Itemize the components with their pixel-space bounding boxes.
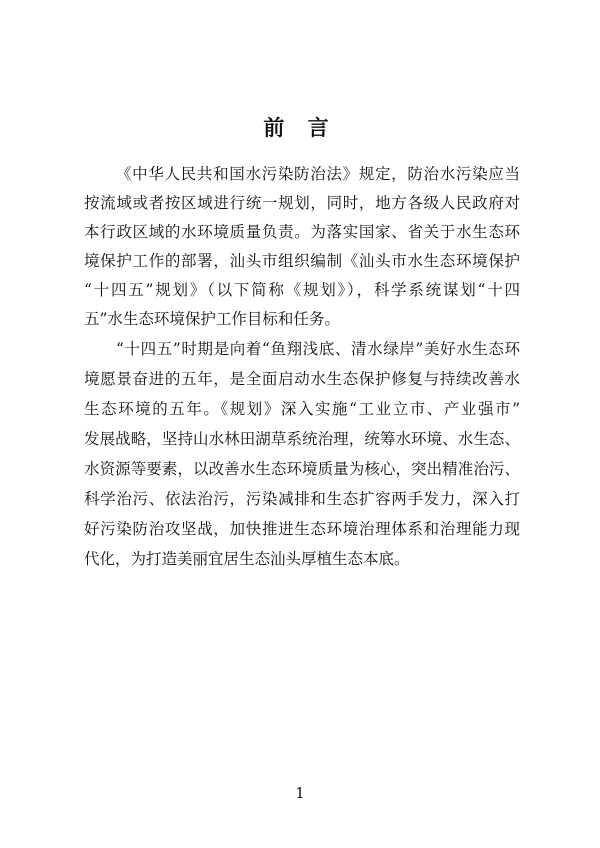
paragraph-line: 本行政区域的水环境质量负责。为落实国家、省关于水生态环 [84, 223, 520, 241]
paragraph-line: 科学治污、依法治污，污染减排和生态扩容两手发力，深入打 [84, 490, 520, 508]
paragraph-line: 五”水生态环境保护工作目标和任务。 [84, 310, 340, 328]
page-title: 前 言 [263, 115, 337, 140]
paragraph-line: 代化，为打造美丽宜居生态汕头厚植生态本底。 [84, 550, 410, 568]
paragraph-line: 境愿景奋进的五年，是全面启动水生态保护修复与持续改善水 [84, 370, 520, 388]
page-number: 1 [295, 784, 305, 802]
paragraph-line: 按流域或者按区域进行统一规划，同时，地方各级人民政府对 [84, 194, 520, 212]
paragraph-line: “十四五”规划》（以下简称《规划》），科学系统谋划“十四 [84, 281, 520, 299]
paragraph-line: 生态环境的五年。《规划》深入实施“工业立市、产业强市” [84, 400, 520, 418]
paragraph-line: 《中华人民共和国水污染防治法》规定，防治水污染应当 [116, 165, 520, 183]
paragraph-line: 发展战略，坚持山水林田湖草系统治理，统筹水环境、水生态、 [84, 430, 520, 448]
paragraph-line: 境保护工作的部署，汕头市组织编制《汕头市水生态环境保护 [84, 252, 520, 270]
paragraph-line: 好污染防治攻坚战，加快推进生态环境治理体系和治理能力现 [84, 520, 520, 538]
paragraph-line: 水资源等要素，以改善水生态环境质量为核心，突出精准治污、 [84, 460, 520, 478]
paragraph-line: “十四五”时期是向着“鱼翔浅底、清水绿岸”美好水生态环 [116, 340, 520, 358]
